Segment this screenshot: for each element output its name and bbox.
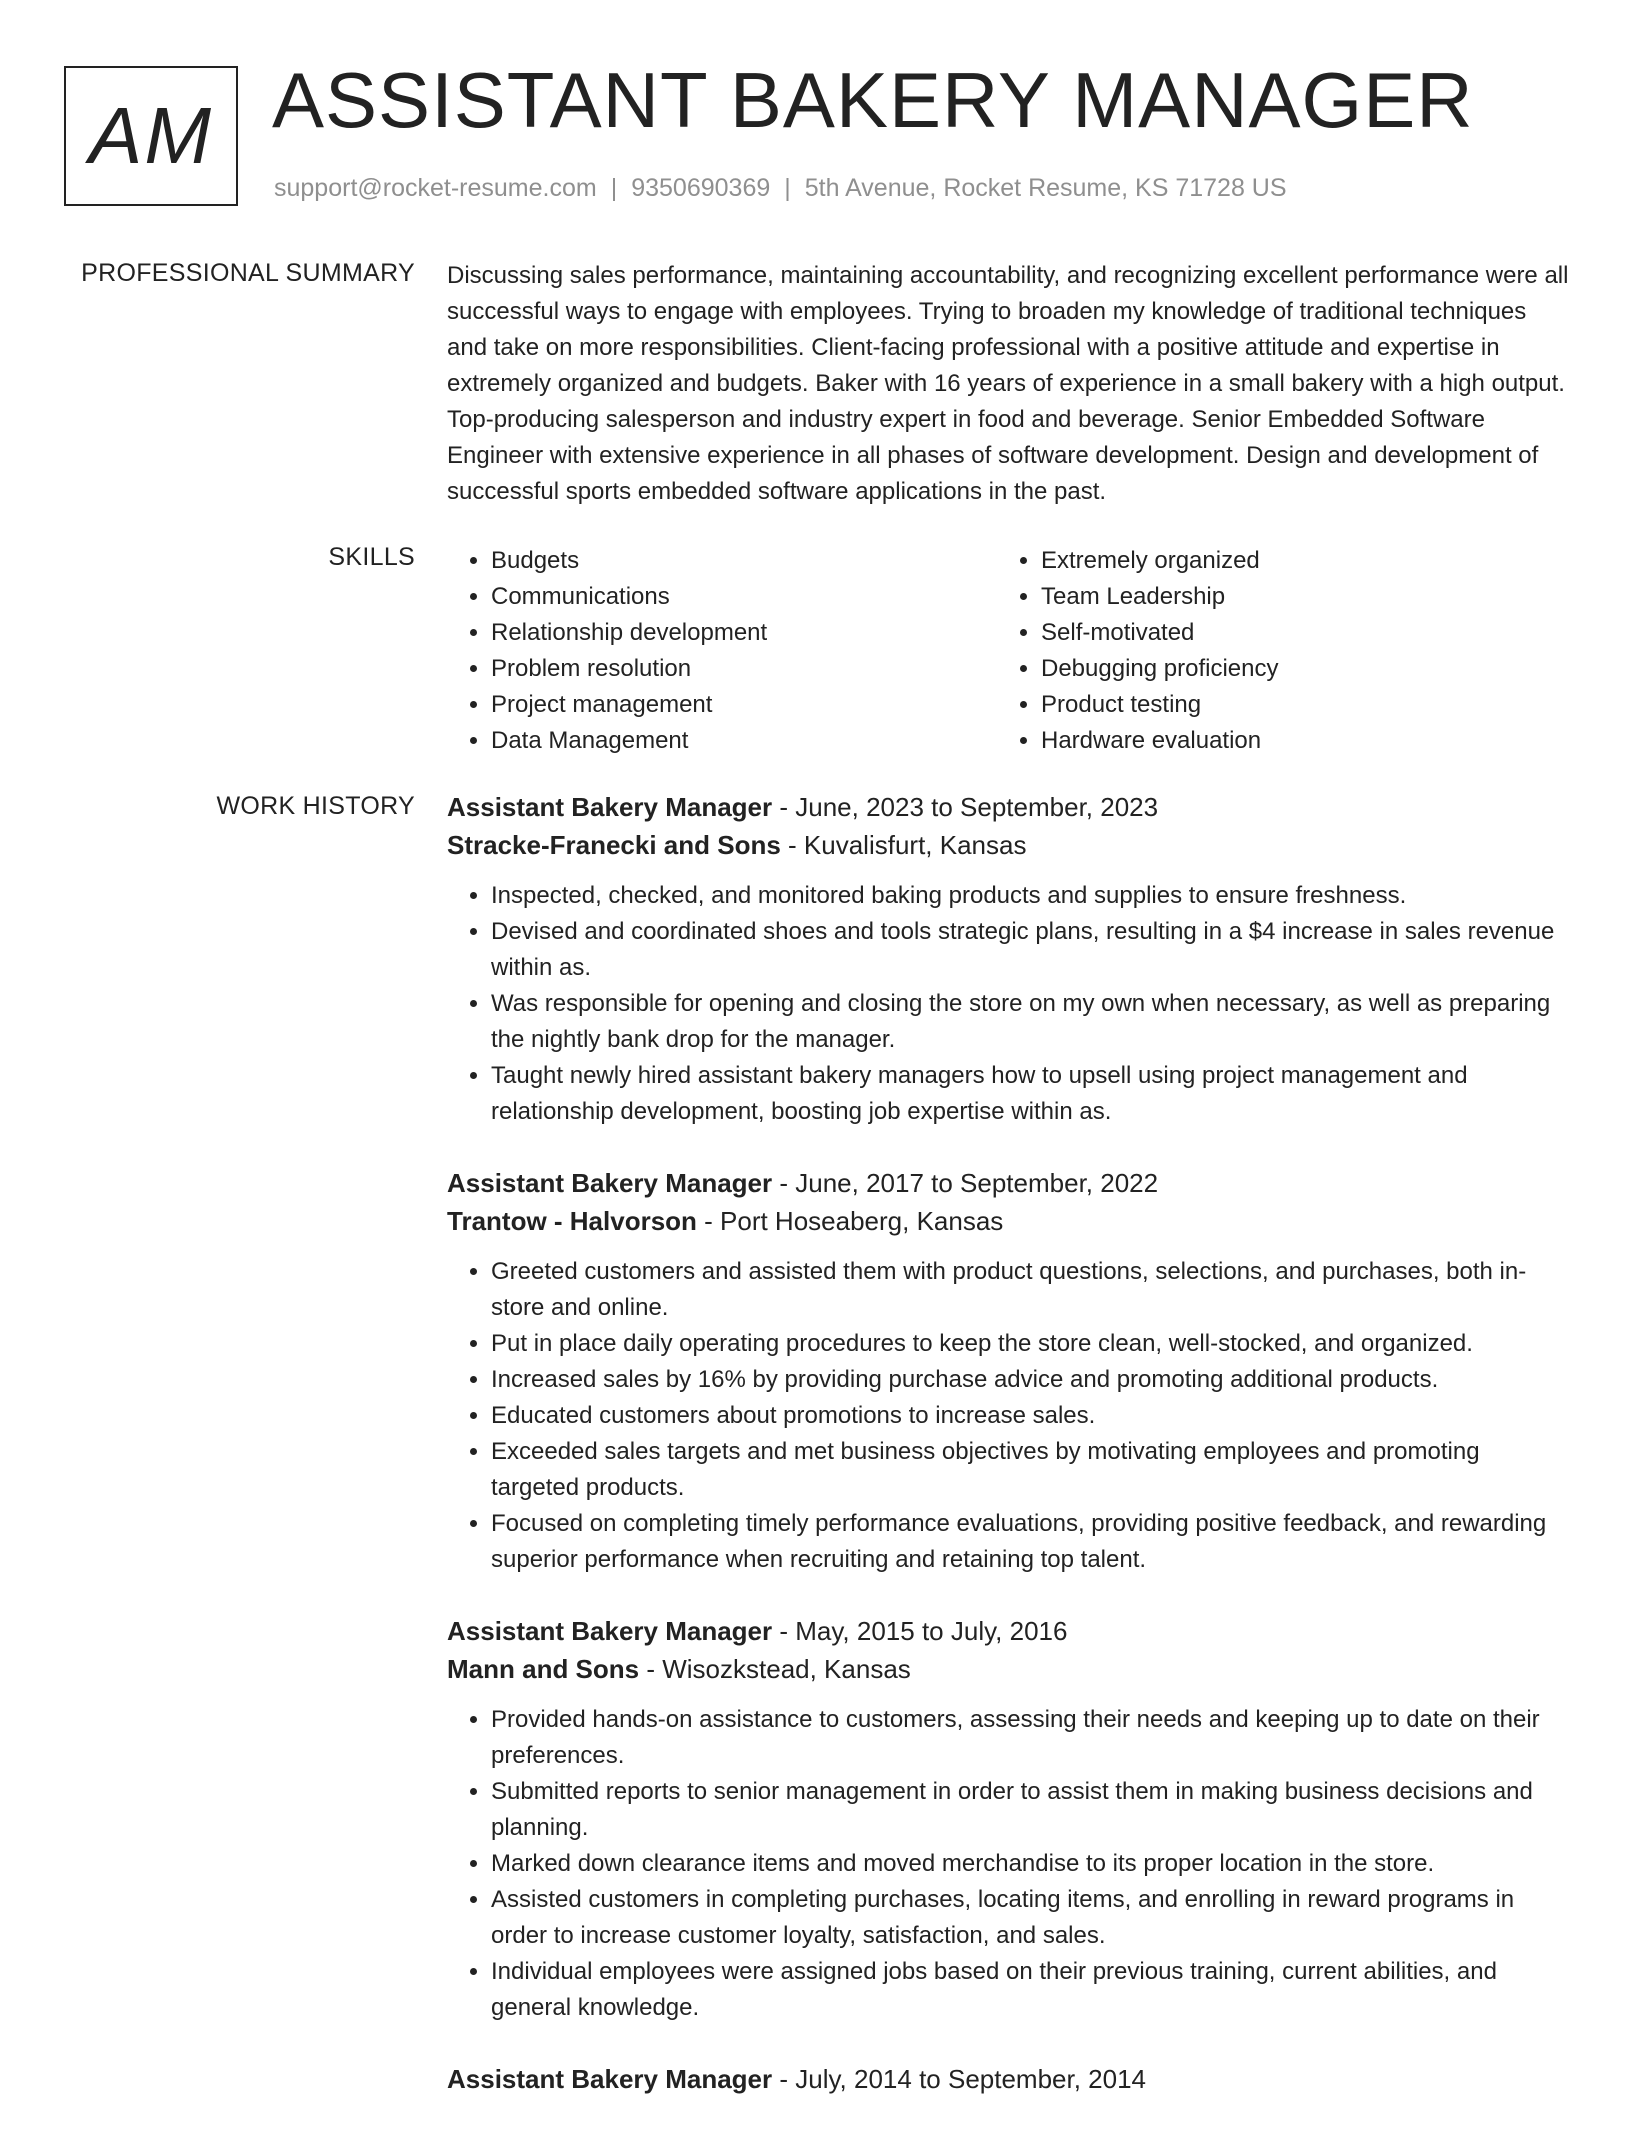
job-bullet: • Exceeded sales targets and met business objectives by motivating employees and promoting targeted products.: [491, 1434, 1569, 1506]
job-bullet: • Inspected, checked, and monitored baking products and supplies to ensure freshness.: [491, 878, 1569, 914]
skill-item: • Self-motivated: [1041, 615, 1547, 651]
job-dates: - June, 2023 to September, 2023: [772, 792, 1159, 822]
job-dates: - May, 2015 to July, 2016: [772, 1616, 1068, 1646]
job-title-line: [447, 2060, 1569, 2098]
skills-heading: SKILLS: [328, 543, 415, 571]
job-entry: [447, 2060, 1569, 2098]
job-company: Trantow - Halvorson: [447, 1206, 697, 1236]
job-dates: - July, 2014 to September, 2014: [772, 2064, 1147, 2094]
job-bullet: • Devised and coordinated shoes and tools strategic plans, resulting in a $4 increase in sales revenue within as.: [491, 914, 1569, 986]
contact-separator: |: [610, 174, 618, 202]
contact-separator: |: [784, 174, 791, 202]
job-bullet: • Put in place daily operating procedures to keep the store clean, well-stocked, and organized.: [491, 1326, 1569, 1362]
job-location: - Kuvalisfurt, Kansas: [780, 830, 1027, 860]
job-company-line: [447, 1650, 1569, 1688]
contact-line: [274, 174, 1287, 203]
skill-item: • Data Management: [491, 723, 997, 759]
job-bullet: • Taught newly hired assistant bakery managers how to upsell using project management and relationship development, boosting job expertise within as.: [491, 1058, 1569, 1130]
skill-item: • Budgets: [491, 543, 997, 579]
contact-phone: 9350690369: [631, 174, 771, 202]
skill-item: • Team Leadership: [1041, 579, 1547, 615]
skill-item: • Problem resolution: [491, 651, 997, 687]
skill-item: • Hardware evaluation: [1041, 723, 1547, 759]
job-entry: [447, 788, 1569, 1130]
job-company: Stracke-Franecki and Sons: [447, 830, 781, 860]
job-bullet: • Submitted reports to senior management in order to assist them in making business decisions and planning.: [491, 1774, 1569, 1846]
job-entry: [447, 1164, 1569, 1578]
skill-item: • Communications: [491, 579, 997, 615]
job-company-line: [447, 1202, 1569, 1240]
contact-email: support@rocket-resume.com: [274, 174, 597, 202]
contact-address: 5th Avenue, Rocket Resume, KS 71728 US: [804, 174, 1287, 202]
job-title-line: [447, 1164, 1569, 1202]
job-bullets: [447, 1702, 1569, 2026]
skill-item: • Relationship development: [491, 615, 997, 651]
job-bullet: • Focused on completing timely performance evaluations, providing positive feedback, and rewarding superior performance when recruiting and retaining top talent.: [491, 1506, 1569, 1578]
work-history-section: [447, 788, 1569, 2132]
job-entry: [447, 1612, 1569, 2026]
resume-title: ASSISTANT BAKERY MANAGER: [272, 56, 1474, 144]
job-bullet: • Was responsible for opening and closing the store on my own when necessary, as well as preparing the nightly bank drop for the manager.: [491, 986, 1569, 1058]
work-history-heading: WORK HISTORY: [216, 792, 415, 820]
job-bullet: • Assisted customers in completing purchases, locating items, and enrolling in reward programs in order to increase customer loyalty, satisfaction, and sales.: [491, 1882, 1569, 1954]
job-location: - Port Hoseaberg, Kansas: [696, 1206, 1004, 1236]
job-title-line: [447, 788, 1569, 826]
job-bullet: • Educated customers about promotions to increase sales.: [491, 1398, 1569, 1434]
job-title: Assistant Bakery Manager: [447, 1168, 773, 1198]
job-company: Mann and Sons: [447, 1654, 640, 1684]
monogram-initials: AM: [89, 91, 213, 180]
skills-list-left: [447, 543, 997, 759]
skills-list-right: [997, 543, 1547, 759]
summary-text: Discussing sales performance, maintaining accountability, and recognizing excellent performance were all successful ways to engage with employees. Trying to broaden my knowledge of traditional techniques and take on more responsibilities. Client-facing professional with a positive attitude and expertise in extremely organized and budgets. Baker with 16 years of experience in a small bakery with a high output. Top-producing salesperson and industry expert in food and beverage. Senior Embedded Software Engineer with extensive experience in all phases of software development. Design and development of successful sports embedded software applications in the past.: [447, 262, 1569, 505]
job-company-line: [447, 826, 1569, 864]
monogram-box: [64, 66, 238, 206]
job-bullet: • Increased sales by 16% by providing purchase advice and promoting additional products.: [491, 1362, 1569, 1398]
skills-grid: [447, 543, 1547, 759]
job-location: - Wisozkstead, Kansas: [639, 1654, 911, 1684]
summary-heading: PROFESSIONAL SUMMARY: [81, 259, 415, 287]
skill-item: • Debugging proficiency: [1041, 651, 1547, 687]
job-bullet: • Provided hands-on assistance to customers, assessing their needs and keeping up to date on their preferences.: [491, 1702, 1569, 1774]
job-title: Assistant Bakery Manager: [447, 1616, 773, 1646]
job-bullet: • Greeted customers and assisted them with product questions, selections, and purchases, both in-store and online.: [491, 1254, 1569, 1326]
job-bullets: [447, 878, 1569, 1130]
skill-item: • Project management: [491, 687, 997, 723]
job-title: Assistant Bakery Manager: [447, 2064, 773, 2094]
skills-section: [447, 543, 1569, 759]
job-title: Assistant Bakery Manager: [447, 792, 773, 822]
job-title-line: [447, 1612, 1569, 1650]
job-bullet: • Marked down clearance items and moved merchandise to its proper location in the store.: [491, 1846, 1569, 1882]
job-bullets: [447, 1254, 1569, 1578]
skill-item: • Product testing: [1041, 687, 1547, 723]
skill-item: • Extremely organized: [1041, 543, 1547, 579]
summary-section: [447, 258, 1569, 510]
job-dates: - June, 2017 to September, 2022: [772, 1168, 1159, 1198]
job-bullet: • Individual employees were assigned jobs based on their previous training, current abilities, and general knowledge.: [491, 1954, 1569, 2026]
